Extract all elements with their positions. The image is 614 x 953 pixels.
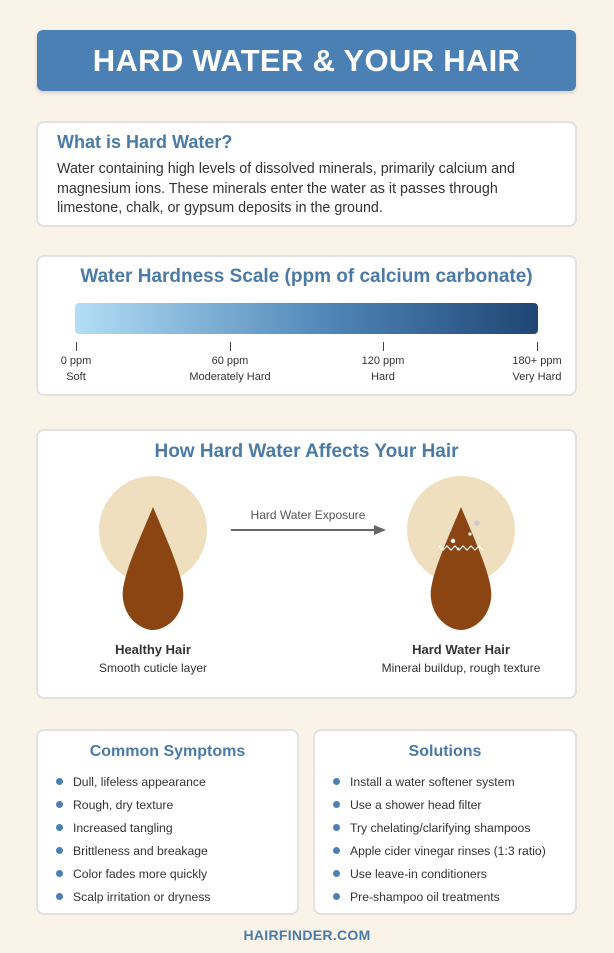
symptoms-card	[36, 729, 299, 915]
symptom-text: Dull, lifeless appearance	[73, 774, 206, 789]
scale-tick-label	[21, 353, 131, 385]
solution-item	[333, 839, 575, 862]
bullet-icon	[56, 801, 63, 808]
what-title: What is Hard Water?	[57, 132, 233, 152]
bullet-icon	[56, 870, 63, 877]
solution-text: Use leave-in conditioners	[350, 866, 487, 881]
mineral-deposit	[468, 532, 471, 535]
what-body: Water containing high levels of dissolved minerals, primarily calcium and magnesium ions. These minerals enter the water as it passes through limestone, chalk, or gypsum deposits in the ground.	[57, 161, 515, 216]
solution-item	[333, 816, 575, 839]
tick-value: 180+ ppm	[512, 355, 562, 367]
solution-text: Try chelating/clarifying shampoos	[350, 820, 531, 835]
damaged-hair-name: Hard Water Hair	[412, 642, 510, 657]
symptom-item	[56, 816, 297, 839]
symptom-text: Scalp irritation or dryness	[73, 889, 211, 904]
exposure-arrow-head	[374, 525, 386, 535]
symptoms-list	[38, 770, 297, 908]
healthy-hair-name: Healthy Hair	[115, 642, 191, 657]
mineral-deposit	[451, 539, 455, 543]
tick-value: 120 ppm	[361, 355, 405, 367]
scale-tick-label	[482, 353, 592, 385]
tick-category: Hard	[371, 371, 395, 383]
title-banner	[37, 30, 576, 91]
tick-value: 0 ppm	[60, 355, 92, 367]
footer-brand: HAIRFINDER.COM	[243, 927, 371, 943]
bullet-icon	[333, 801, 340, 808]
solution-item	[333, 770, 575, 793]
scale-tick-label	[328, 353, 438, 385]
symptom-text: Brittleness and breakage	[73, 843, 208, 858]
page-title: HARD WATER & YOUR HAIR	[92, 42, 521, 78]
solutions-card	[313, 729, 577, 915]
tick-category: Soft	[66, 371, 86, 383]
scale-tick-label	[175, 353, 285, 385]
scale-tick	[76, 342, 77, 351]
bullet-icon	[333, 778, 340, 785]
symptom-item	[56, 862, 297, 885]
hair-effects-card	[36, 429, 577, 699]
solution-item	[333, 793, 575, 816]
symptom-text: Rough, dry texture	[73, 797, 174, 812]
solutions-list	[315, 770, 575, 908]
mineral-deposit	[449, 529, 452, 532]
bullet-icon	[333, 847, 340, 854]
symptom-text: Color fades more quickly	[73, 866, 208, 881]
damaged-hair-desc: Mineral buildup, rough texture	[381, 661, 541, 675]
bullet-icon	[56, 893, 63, 900]
bullet-icon	[333, 870, 340, 877]
hardness-scale-card	[36, 255, 577, 396]
symptom-item	[56, 770, 297, 793]
hardness-gradient-bar	[75, 303, 538, 334]
bullet-icon	[333, 824, 340, 831]
solution-text: Use a shower head filter	[350, 797, 482, 812]
solution-item	[333, 862, 575, 885]
solution-text: Apple cider vinegar rinses (1:3 ratio)	[350, 843, 546, 858]
mineral-deposit	[474, 520, 480, 526]
solution-text: Install a water softener system	[350, 774, 515, 789]
solutions-title: Solutions	[408, 743, 482, 760]
solution-item	[333, 885, 575, 908]
healthy-hair-desc: Smooth cuticle layer	[98, 661, 208, 675]
bullet-icon	[56, 778, 63, 785]
bullet-icon	[333, 893, 340, 900]
what-is-hard-water-card	[36, 121, 577, 227]
affects-title: How Hard Water Affects Your Hair	[154, 441, 459, 462]
bullet-icon	[56, 824, 63, 831]
tick-category: Moderately Hard	[189, 371, 271, 383]
tick-value: 60 ppm	[211, 355, 249, 367]
scale-title: Water Hardness Scale (ppm of calcium carbonate)	[80, 266, 533, 287]
symptoms-title: Common Symptoms	[89, 743, 246, 760]
tick-category: Very Hard	[512, 371, 562, 383]
bullet-icon	[56, 847, 63, 854]
scale-tick	[230, 342, 231, 351]
hair-diagram	[38, 431, 575, 697]
solution-text: Pre-shampoo oil treatments	[350, 889, 500, 904]
scale-tick	[537, 342, 538, 351]
mineral-deposit	[457, 548, 460, 551]
symptom-text: Increased tangling	[73, 820, 173, 835]
symptom-item	[56, 885, 297, 908]
symptom-item	[56, 793, 297, 816]
symptom-item	[56, 839, 297, 862]
exposure-label: Hard Water Exposure	[250, 508, 366, 522]
scale-tick	[383, 342, 384, 351]
